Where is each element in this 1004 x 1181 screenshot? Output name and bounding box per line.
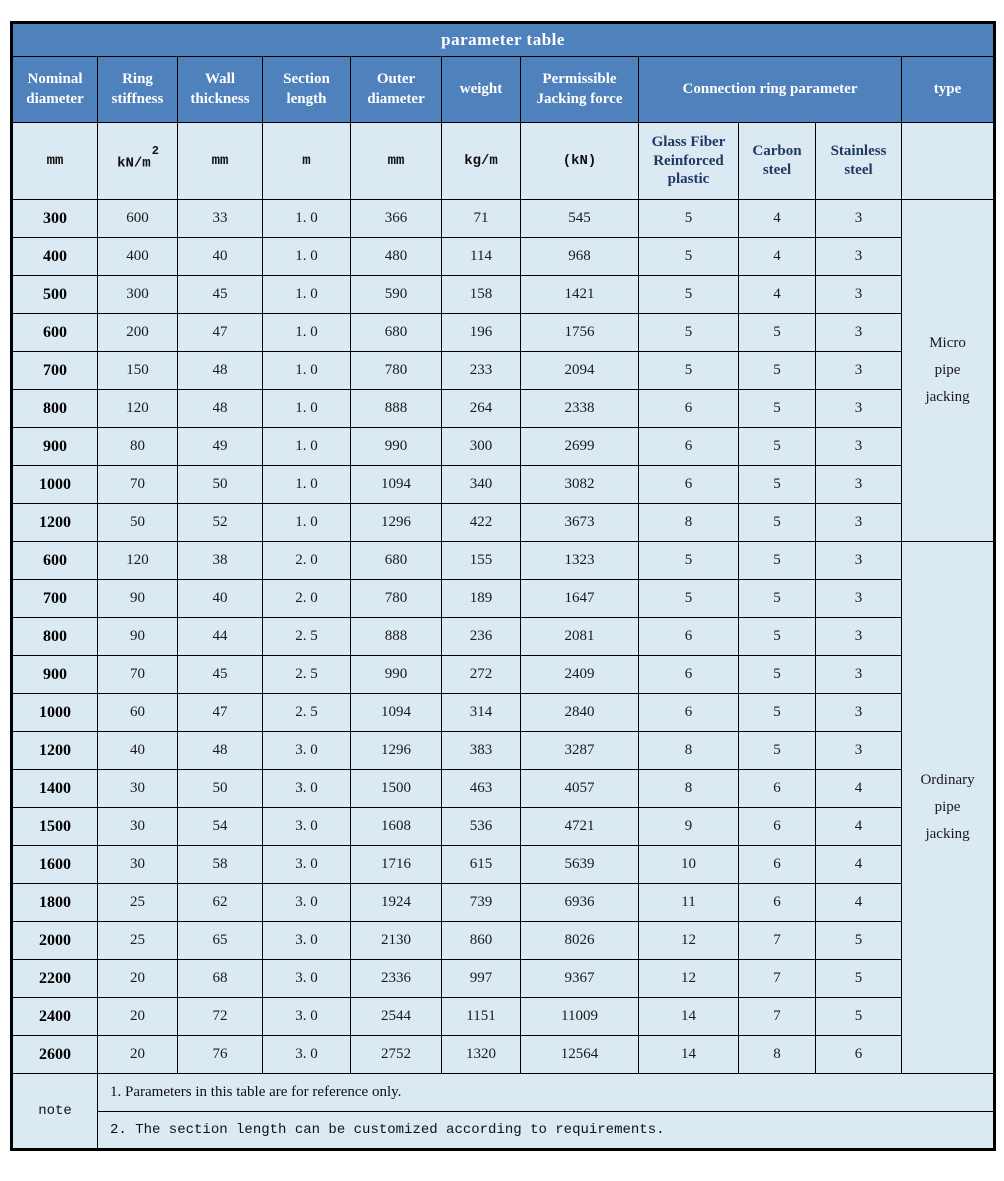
nominal-diameter-cell: 2600 bbox=[12, 1036, 98, 1074]
nominal-diameter-cell: 1400 bbox=[12, 770, 98, 808]
data-cell: 2. 0 bbox=[263, 542, 351, 580]
data-cell: 5 bbox=[639, 276, 739, 314]
nominal-diameter-cell: 1200 bbox=[12, 504, 98, 542]
data-cell: 6 bbox=[639, 618, 739, 656]
nominal-diameter-cell: 1000 bbox=[12, 466, 98, 504]
unit-outer-diameter: mm bbox=[351, 123, 442, 200]
data-cell: 33 bbox=[178, 200, 263, 238]
data-cell: 3. 0 bbox=[263, 732, 351, 770]
table-row bbox=[12, 732, 995, 770]
data-cell: 4 bbox=[739, 200, 816, 238]
data-cell: 5 bbox=[739, 656, 816, 694]
table-row bbox=[12, 656, 995, 694]
data-cell: 7 bbox=[739, 922, 816, 960]
data-cell: 1. 0 bbox=[263, 352, 351, 390]
data-cell: 48 bbox=[178, 352, 263, 390]
data-cell: 120 bbox=[98, 390, 178, 428]
data-cell: 3 bbox=[816, 504, 902, 542]
data-cell: 8026 bbox=[521, 922, 639, 960]
nominal-diameter-cell: 900 bbox=[12, 428, 98, 466]
data-cell: 3 bbox=[816, 238, 902, 276]
data-cell: 1. 0 bbox=[263, 428, 351, 466]
table-row bbox=[12, 580, 995, 618]
data-cell: 3. 0 bbox=[263, 1036, 351, 1074]
data-cell: 5 bbox=[816, 960, 902, 998]
data-cell: 5 bbox=[739, 314, 816, 352]
nominal-diameter-cell: 2200 bbox=[12, 960, 98, 998]
data-cell: 7 bbox=[739, 960, 816, 998]
data-cell: 52 bbox=[178, 504, 263, 542]
data-cell: 1. 0 bbox=[263, 504, 351, 542]
data-cell: 8 bbox=[739, 1036, 816, 1074]
nominal-diameter-cell: 1200 bbox=[12, 732, 98, 770]
data-cell: 536 bbox=[442, 808, 521, 846]
data-cell: 680 bbox=[351, 314, 442, 352]
data-cell: 1094 bbox=[351, 466, 442, 504]
data-cell: 2336 bbox=[351, 960, 442, 998]
data-cell: 860 bbox=[442, 922, 521, 960]
data-cell: 8 bbox=[639, 504, 739, 542]
data-cell: 600 bbox=[98, 200, 178, 238]
data-cell: 5 bbox=[639, 314, 739, 352]
data-cell: 4 bbox=[816, 846, 902, 884]
data-cell: 71 bbox=[442, 200, 521, 238]
data-cell: 5 bbox=[739, 390, 816, 428]
unit-ring-stiffness bbox=[98, 123, 178, 200]
subheader-stainless-steel: Stainless steel bbox=[816, 123, 902, 200]
data-cell: 2544 bbox=[351, 998, 442, 1036]
data-cell: 48 bbox=[178, 732, 263, 770]
data-cell: 47 bbox=[178, 694, 263, 732]
data-cell: 1323 bbox=[521, 542, 639, 580]
table-row bbox=[12, 390, 995, 428]
col-header-type: type bbox=[902, 57, 995, 123]
table-row bbox=[12, 276, 995, 314]
data-cell: 1151 bbox=[442, 998, 521, 1036]
data-cell: 5 bbox=[739, 618, 816, 656]
data-cell: 47 bbox=[178, 314, 263, 352]
data-cell: 4 bbox=[816, 770, 902, 808]
data-cell: 888 bbox=[351, 618, 442, 656]
data-cell: 54 bbox=[178, 808, 263, 846]
data-cell: 3 bbox=[816, 352, 902, 390]
data-cell: 11009 bbox=[521, 998, 639, 1036]
data-cell: 272 bbox=[442, 656, 521, 694]
data-cell: 5 bbox=[639, 580, 739, 618]
data-cell: 3 bbox=[816, 428, 902, 466]
data-cell: 5 bbox=[739, 352, 816, 390]
table-row bbox=[12, 694, 995, 732]
nominal-diameter-cell: 2400 bbox=[12, 998, 98, 1036]
unit-jacking-force: (kN) bbox=[521, 123, 639, 200]
data-cell: 1. 0 bbox=[263, 390, 351, 428]
data-cell: 3 bbox=[816, 618, 902, 656]
data-cell: 3. 0 bbox=[263, 922, 351, 960]
unit-nominal-diameter: mm bbox=[12, 123, 98, 200]
data-cell: 189 bbox=[442, 580, 521, 618]
nominal-diameter-cell: 1500 bbox=[12, 808, 98, 846]
data-cell: 40 bbox=[178, 580, 263, 618]
col-header-ring-stiffness: Ring stiffness bbox=[98, 57, 178, 123]
table-body bbox=[12, 200, 995, 1074]
parameter-table bbox=[10, 21, 996, 1151]
type-cell: Ordinary pipe jacking bbox=[902, 542, 995, 1074]
data-cell: 780 bbox=[351, 352, 442, 390]
data-cell: 14 bbox=[639, 1036, 739, 1074]
nominal-diameter-cell: 600 bbox=[12, 314, 98, 352]
data-cell: 30 bbox=[98, 846, 178, 884]
type-cell: Micro pipe jacking bbox=[902, 200, 995, 542]
page-title: parameter table bbox=[12, 23, 995, 57]
nominal-diameter-cell: 300 bbox=[12, 200, 98, 238]
data-cell: 1. 0 bbox=[263, 276, 351, 314]
data-cell: 5 bbox=[739, 428, 816, 466]
data-cell: 6 bbox=[639, 656, 739, 694]
data-cell: 4057 bbox=[521, 770, 639, 808]
data-cell: 5 bbox=[739, 504, 816, 542]
data-cell: 615 bbox=[442, 846, 521, 884]
data-cell: 3 bbox=[816, 542, 902, 580]
nominal-diameter-cell: 800 bbox=[12, 618, 98, 656]
data-cell: 49 bbox=[178, 428, 263, 466]
data-cell: 120 bbox=[98, 542, 178, 580]
data-cell: 50 bbox=[98, 504, 178, 542]
data-cell: 4 bbox=[739, 238, 816, 276]
data-cell: 1094 bbox=[351, 694, 442, 732]
data-cell: 4 bbox=[816, 884, 902, 922]
unit-ring-stiffness-base: kN/m bbox=[117, 155, 151, 172]
data-cell: 2. 5 bbox=[263, 618, 351, 656]
table-row bbox=[12, 808, 995, 846]
data-cell: 3 bbox=[816, 200, 902, 238]
data-cell: 545 bbox=[521, 200, 639, 238]
data-cell: 5 bbox=[739, 580, 816, 618]
table-row bbox=[12, 618, 995, 656]
data-cell: 76 bbox=[178, 1036, 263, 1074]
data-cell: 65 bbox=[178, 922, 263, 960]
data-cell: 44 bbox=[178, 618, 263, 656]
data-cell: 739 bbox=[442, 884, 521, 922]
data-cell: 6 bbox=[639, 694, 739, 732]
data-cell: 2840 bbox=[521, 694, 639, 732]
data-cell: 60 bbox=[98, 694, 178, 732]
data-cell: 3 bbox=[816, 314, 902, 352]
unit-ring-stiffness-exponent: 2 bbox=[151, 143, 159, 158]
col-header-wall-thickness: Wall thickness bbox=[178, 57, 263, 123]
nominal-diameter-cell: 1800 bbox=[12, 884, 98, 922]
note-section bbox=[12, 1074, 995, 1150]
data-cell: 3. 0 bbox=[263, 998, 351, 1036]
header-row bbox=[12, 57, 995, 123]
data-cell: 68 bbox=[178, 960, 263, 998]
data-cell: 40 bbox=[178, 238, 263, 276]
data-cell: 5 bbox=[639, 238, 739, 276]
data-cell: 12 bbox=[639, 922, 739, 960]
data-cell: 383 bbox=[442, 732, 521, 770]
data-cell: 3 bbox=[816, 732, 902, 770]
col-header-section-length: Section length bbox=[263, 57, 351, 123]
title-row bbox=[12, 23, 995, 57]
data-cell: 7 bbox=[739, 998, 816, 1036]
data-cell: 5 bbox=[639, 200, 739, 238]
data-cell: 3 bbox=[816, 390, 902, 428]
data-cell: 90 bbox=[98, 580, 178, 618]
data-cell: 150 bbox=[98, 352, 178, 390]
nominal-diameter-cell: 700 bbox=[12, 352, 98, 390]
data-cell: 6936 bbox=[521, 884, 639, 922]
note-label: note bbox=[12, 1074, 98, 1150]
data-cell: 6 bbox=[816, 1036, 902, 1074]
col-header-outer-diameter: Outer diameter bbox=[351, 57, 442, 123]
units-row bbox=[12, 123, 995, 200]
data-cell: 3. 0 bbox=[263, 960, 351, 998]
data-cell: 3. 0 bbox=[263, 808, 351, 846]
data-cell: 12564 bbox=[521, 1036, 639, 1074]
data-cell: 236 bbox=[442, 618, 521, 656]
data-cell: 5 bbox=[639, 542, 739, 580]
nominal-diameter-cell: 600 bbox=[12, 542, 98, 580]
data-cell: 14 bbox=[639, 998, 739, 1036]
data-cell: 2752 bbox=[351, 1036, 442, 1074]
table-row bbox=[12, 504, 995, 542]
data-cell: 990 bbox=[351, 656, 442, 694]
nominal-diameter-cell: 400 bbox=[12, 238, 98, 276]
subheader-glass-fiber-reinforced-plastic: Glass Fiber Reinforced plastic bbox=[639, 123, 739, 200]
data-cell: 196 bbox=[442, 314, 521, 352]
note-item-2: 2. The section length can be customized according to requirements. bbox=[98, 1112, 995, 1150]
nominal-diameter-cell: 1000 bbox=[12, 694, 98, 732]
data-cell: 780 bbox=[351, 580, 442, 618]
data-cell: 264 bbox=[442, 390, 521, 428]
data-cell: 6 bbox=[639, 390, 739, 428]
table-row bbox=[12, 960, 995, 998]
data-cell: 45 bbox=[178, 656, 263, 694]
unit-weight: kg/m bbox=[442, 123, 521, 200]
data-cell: 5 bbox=[739, 466, 816, 504]
data-cell: 300 bbox=[442, 428, 521, 466]
data-cell: 1421 bbox=[521, 276, 639, 314]
data-cell: 1296 bbox=[351, 504, 442, 542]
data-cell: 30 bbox=[98, 808, 178, 846]
data-cell: 30 bbox=[98, 770, 178, 808]
data-cell: 6 bbox=[739, 846, 816, 884]
data-cell: 3287 bbox=[521, 732, 639, 770]
nominal-diameter-cell: 1600 bbox=[12, 846, 98, 884]
data-cell: 12 bbox=[639, 960, 739, 998]
data-cell: 1. 0 bbox=[263, 314, 351, 352]
data-cell: 2094 bbox=[521, 352, 639, 390]
data-cell: 3 bbox=[816, 466, 902, 504]
data-cell: 5 bbox=[739, 732, 816, 770]
data-cell: 3673 bbox=[521, 504, 639, 542]
data-cell: 340 bbox=[442, 466, 521, 504]
data-cell: 38 bbox=[178, 542, 263, 580]
data-cell: 90 bbox=[98, 618, 178, 656]
data-cell: 10 bbox=[639, 846, 739, 884]
table-row bbox=[12, 998, 995, 1036]
nominal-diameter-cell: 2000 bbox=[12, 922, 98, 960]
data-cell: 11 bbox=[639, 884, 739, 922]
data-cell: 1756 bbox=[521, 314, 639, 352]
subheader-carbon-steel: Carbon steel bbox=[739, 123, 816, 200]
data-cell: 480 bbox=[351, 238, 442, 276]
data-cell: 6 bbox=[739, 808, 816, 846]
data-cell: 20 bbox=[98, 998, 178, 1036]
data-cell: 3. 0 bbox=[263, 846, 351, 884]
data-cell: 72 bbox=[178, 998, 263, 1036]
data-cell: 2. 5 bbox=[263, 694, 351, 732]
table-row bbox=[12, 884, 995, 922]
note-row-2 bbox=[12, 1112, 995, 1150]
data-cell: 1320 bbox=[442, 1036, 521, 1074]
data-cell: 4721 bbox=[521, 808, 639, 846]
data-cell: 9 bbox=[639, 808, 739, 846]
data-cell: 5 bbox=[739, 694, 816, 732]
data-cell: 463 bbox=[442, 770, 521, 808]
data-cell: 680 bbox=[351, 542, 442, 580]
data-cell: 5639 bbox=[521, 846, 639, 884]
data-cell: 2699 bbox=[521, 428, 639, 466]
data-cell: 1. 0 bbox=[263, 238, 351, 276]
nominal-diameter-cell: 900 bbox=[12, 656, 98, 694]
table-row bbox=[12, 846, 995, 884]
data-cell: 200 bbox=[98, 314, 178, 352]
data-cell: 4 bbox=[739, 276, 816, 314]
data-cell: 5 bbox=[739, 542, 816, 580]
table-row bbox=[12, 238, 995, 276]
data-cell: 1296 bbox=[351, 732, 442, 770]
data-cell: 158 bbox=[442, 276, 521, 314]
col-header-nominal-diameter: Nominal diameter bbox=[12, 57, 98, 123]
data-cell: 3 bbox=[816, 276, 902, 314]
data-cell: 25 bbox=[98, 922, 178, 960]
data-cell: 3082 bbox=[521, 466, 639, 504]
data-cell: 3 bbox=[816, 656, 902, 694]
col-header-weight: weight bbox=[442, 57, 521, 123]
data-cell: 70 bbox=[98, 466, 178, 504]
data-cell: 48 bbox=[178, 390, 263, 428]
table-row bbox=[12, 428, 995, 466]
data-cell: 990 bbox=[351, 428, 442, 466]
data-cell: 3 bbox=[816, 580, 902, 618]
data-cell: 1500 bbox=[351, 770, 442, 808]
data-cell: 8 bbox=[639, 732, 739, 770]
data-cell: 50 bbox=[178, 770, 263, 808]
data-cell: 2081 bbox=[521, 618, 639, 656]
data-cell: 6 bbox=[639, 428, 739, 466]
data-cell: 888 bbox=[351, 390, 442, 428]
data-cell: 1. 0 bbox=[263, 466, 351, 504]
data-cell: 62 bbox=[178, 884, 263, 922]
data-cell: 5 bbox=[816, 922, 902, 960]
table-row bbox=[12, 200, 995, 238]
data-cell: 314 bbox=[442, 694, 521, 732]
data-cell: 4 bbox=[816, 808, 902, 846]
data-cell: 2. 0 bbox=[263, 580, 351, 618]
data-cell: 3. 0 bbox=[263, 770, 351, 808]
type-units-empty-cell bbox=[902, 123, 995, 200]
data-cell: 2409 bbox=[521, 656, 639, 694]
table-row bbox=[12, 466, 995, 504]
note-item-1: 1. Parameters in this table are for reference only. bbox=[98, 1074, 995, 1112]
data-cell: 422 bbox=[442, 504, 521, 542]
table-row bbox=[12, 352, 995, 390]
data-cell: 366 bbox=[351, 200, 442, 238]
data-cell: 3 bbox=[816, 694, 902, 732]
data-cell: 80 bbox=[98, 428, 178, 466]
data-cell: 1716 bbox=[351, 846, 442, 884]
data-cell: 233 bbox=[442, 352, 521, 390]
data-cell: 70 bbox=[98, 656, 178, 694]
data-cell: 6 bbox=[639, 466, 739, 504]
data-cell: 114 bbox=[442, 238, 521, 276]
data-cell: 45 bbox=[178, 276, 263, 314]
data-cell: 968 bbox=[521, 238, 639, 276]
table-row bbox=[12, 770, 995, 808]
data-cell: 2. 5 bbox=[263, 656, 351, 694]
data-cell: 300 bbox=[98, 276, 178, 314]
table-row bbox=[12, 542, 995, 580]
data-cell: 40 bbox=[98, 732, 178, 770]
data-cell: 58 bbox=[178, 846, 263, 884]
data-cell: 50 bbox=[178, 466, 263, 504]
data-cell: 9367 bbox=[521, 960, 639, 998]
data-cell: 1. 0 bbox=[263, 200, 351, 238]
data-cell: 1647 bbox=[521, 580, 639, 618]
data-cell: 20 bbox=[98, 1036, 178, 1074]
data-cell: 8 bbox=[639, 770, 739, 808]
data-cell: 25 bbox=[98, 884, 178, 922]
table-row bbox=[12, 314, 995, 352]
data-cell: 1924 bbox=[351, 884, 442, 922]
data-cell: 3. 0 bbox=[263, 884, 351, 922]
nominal-diameter-cell: 700 bbox=[12, 580, 98, 618]
unit-wall-thickness: mm bbox=[178, 123, 263, 200]
col-header-connection-ring-parameter: Connection ring parameter bbox=[639, 57, 902, 123]
note-row-1 bbox=[12, 1074, 995, 1112]
unit-section-length: m bbox=[263, 123, 351, 200]
nominal-diameter-cell: 500 bbox=[12, 276, 98, 314]
data-cell: 997 bbox=[442, 960, 521, 998]
nominal-diameter-cell: 800 bbox=[12, 390, 98, 428]
col-header-permissible-jacking-force: Permissible Jacking force bbox=[521, 57, 639, 123]
data-cell: 2130 bbox=[351, 922, 442, 960]
table-row bbox=[12, 922, 995, 960]
data-cell: 5 bbox=[816, 998, 902, 1036]
data-cell: 20 bbox=[98, 960, 178, 998]
data-cell: 1608 bbox=[351, 808, 442, 846]
data-cell: 2338 bbox=[521, 390, 639, 428]
table-row bbox=[12, 1036, 995, 1074]
data-cell: 6 bbox=[739, 884, 816, 922]
data-cell: 155 bbox=[442, 542, 521, 580]
data-cell: 590 bbox=[351, 276, 442, 314]
data-cell: 6 bbox=[739, 770, 816, 808]
data-cell: 400 bbox=[98, 238, 178, 276]
data-cell: 5 bbox=[639, 352, 739, 390]
